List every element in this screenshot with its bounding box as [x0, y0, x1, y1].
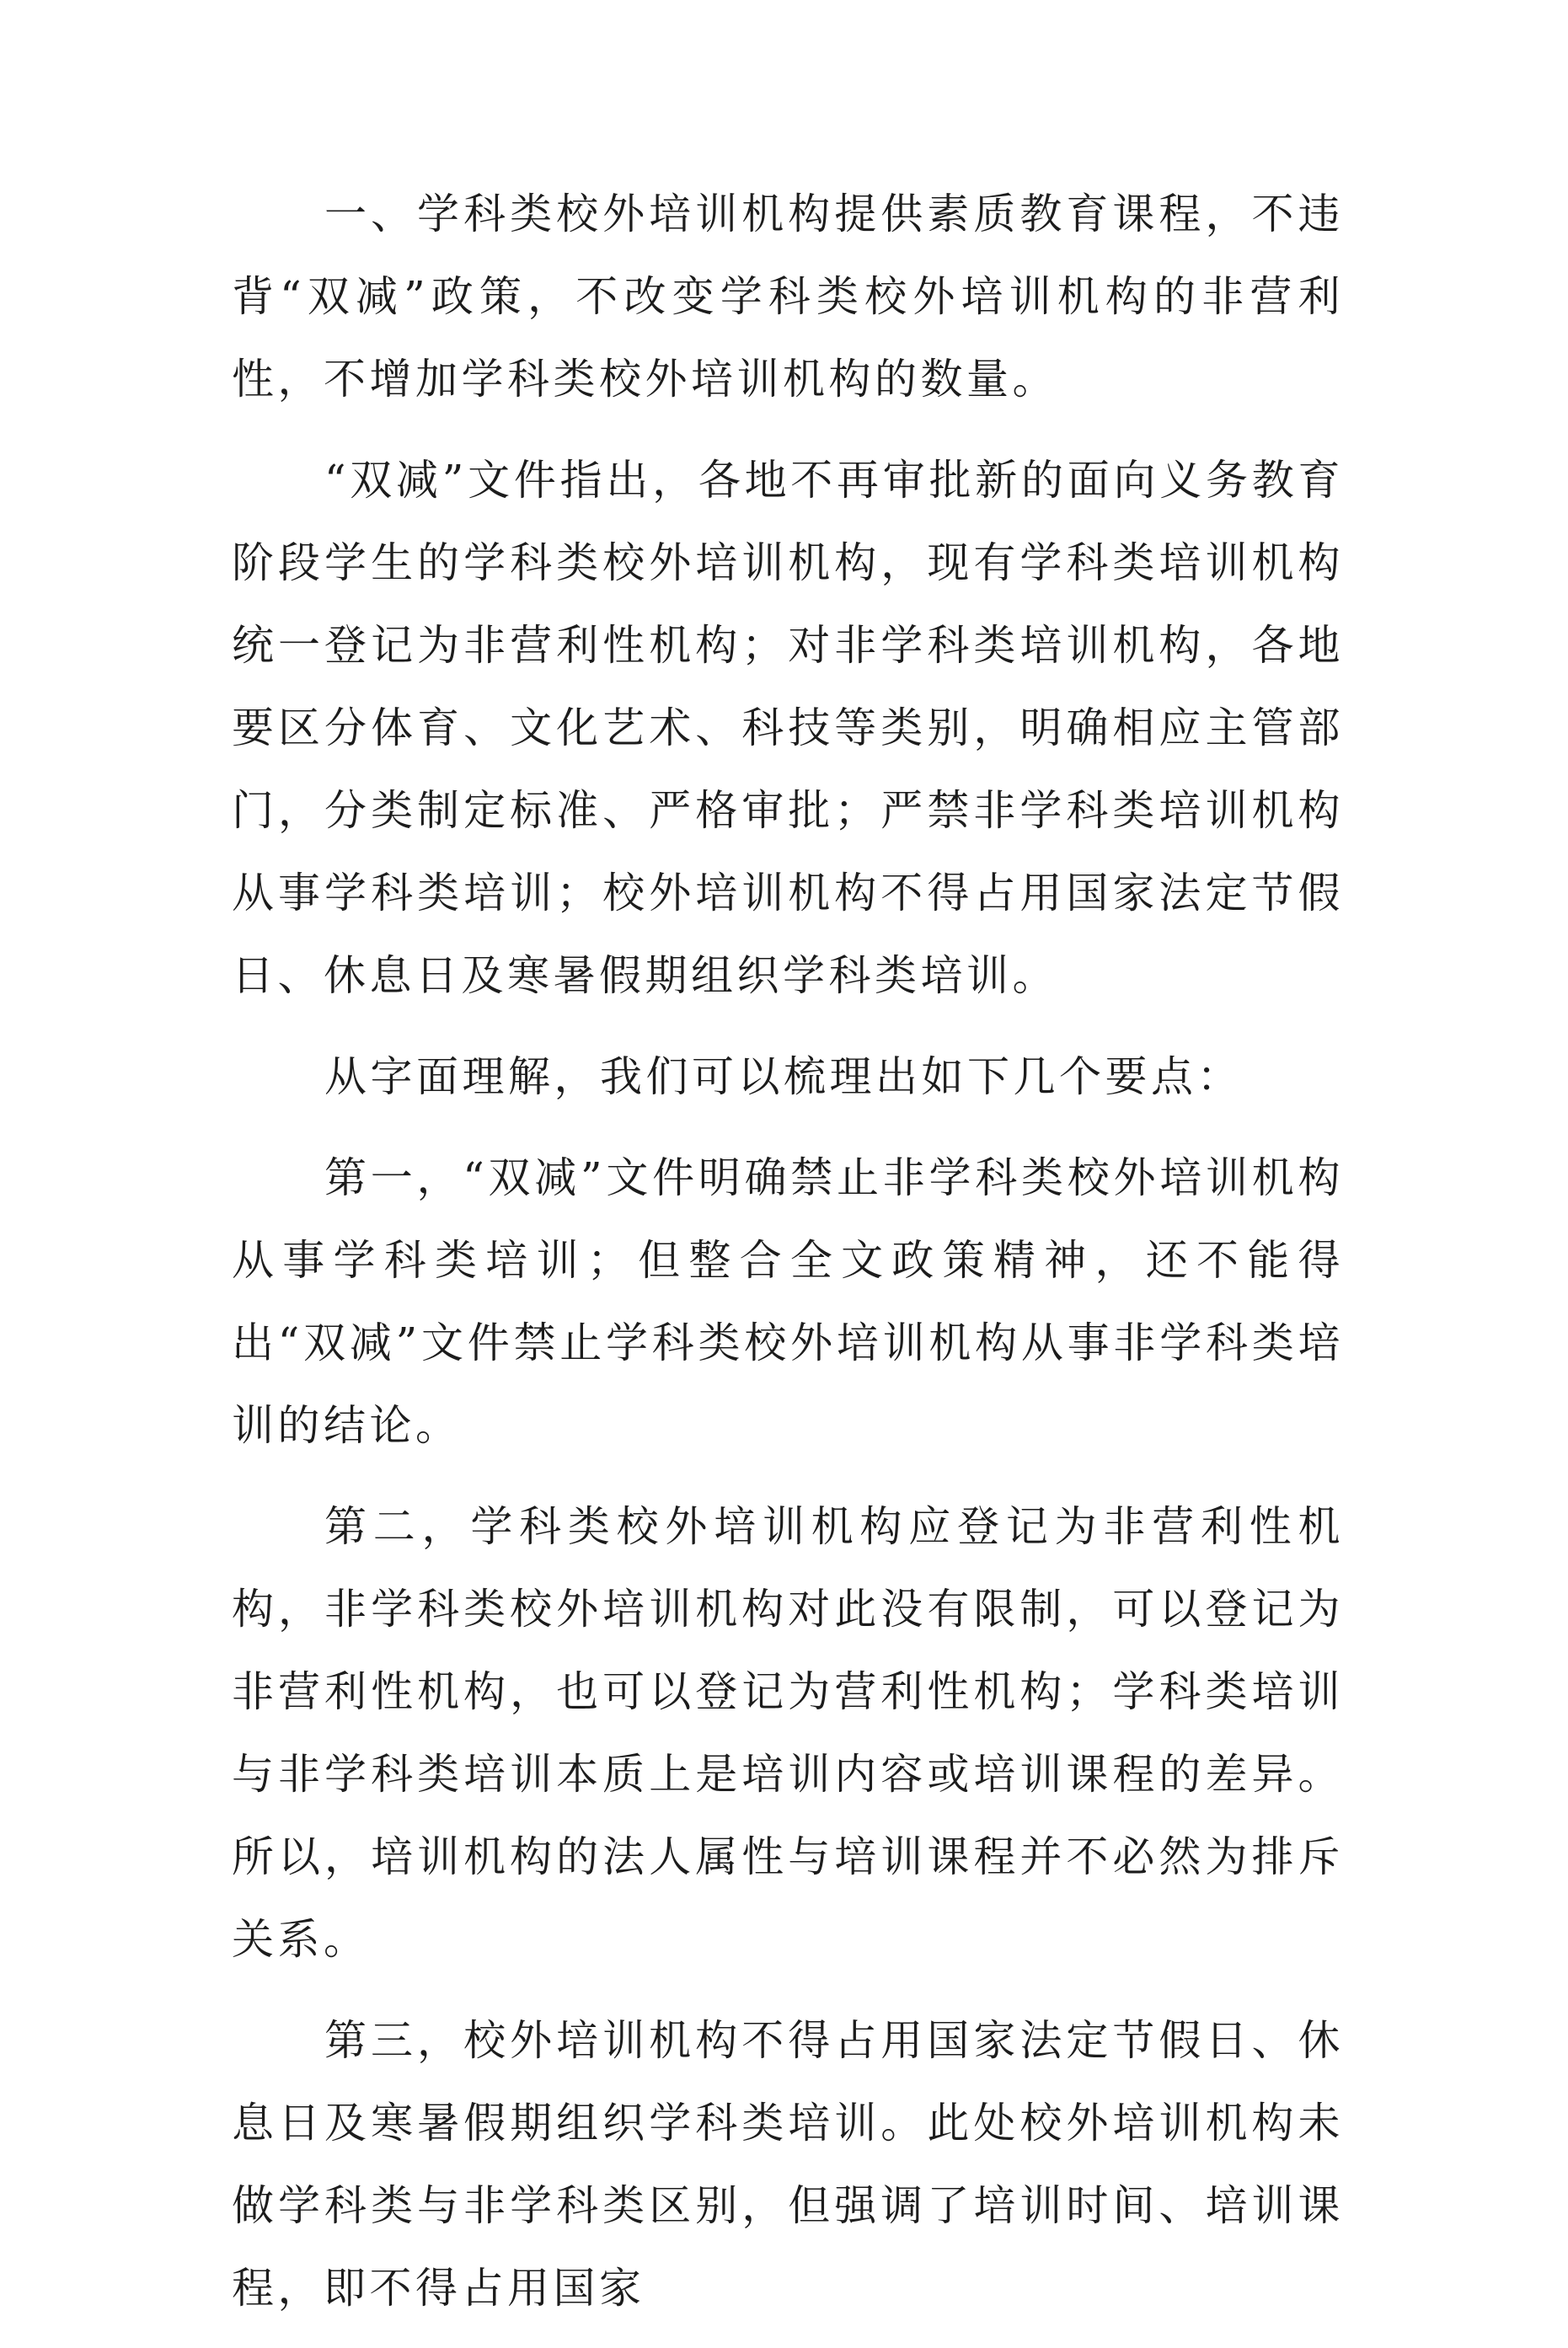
- paragraph-point-one: 第一，“双减”文件明确禁止非学科类校外培训机构从事学科类培训；但整合全文政策精神，还不能得出“双减”文件禁止学科类校外培训机构从事非学科类培训的结论。: [232, 1153, 1344, 1450]
- paragraph-policy-summary: “双减”文件指出，各地不再审批新的面向义务教育阶段学生的学科类校外培训机构，现有学科类培训机构统一登记为非营利性机构；对非学科类培训机构，各地要区分体育、文化艺术、科技等类别，明确相应主管部门，分类制定标准、严格审批；严禁非学科类培训机构从事学科类培训；校外培训机构不得占用国家法定节假日、休息日及寒暑假期组织学科类培训。: [232, 456, 1344, 1000]
- paragraph-point-two: 第二，学科类校外培训机构应登记为非营利性机构，非学科类校外培训机构对此没有限制，可以登记为非营利性机构，也可以登记为营利性机构；学科类培训与非学科类培训本质上是培训内容或培训课程的差异。所以，培训机构的法人属性与培训课程并不必然为排斥关系。: [232, 1502, 1344, 1964]
- paragraph-point-three: 第三，校外培训机构不得占用国家法定节假日、休息日及寒暑假期组织学科类培训。此处校外培训机构未做学科类与非学科类区别，但强调了培训时间、培训课程，即不得占用国家: [232, 2016, 1344, 2313]
- paragraph-key-points-intro: 从字面理解，我们可以梳理出如下几个要点：: [324, 1052, 1243, 1101]
- paragraph-section-one-heading: 一、学科类校外培训机构提供素质教育课程，不违背“双减”政策，不改变学科类校外培训机构的非营利性，不增加学科类校外培训机构的数量。: [232, 190, 1344, 404]
- document-body: [232, 173, 1344, 2348]
